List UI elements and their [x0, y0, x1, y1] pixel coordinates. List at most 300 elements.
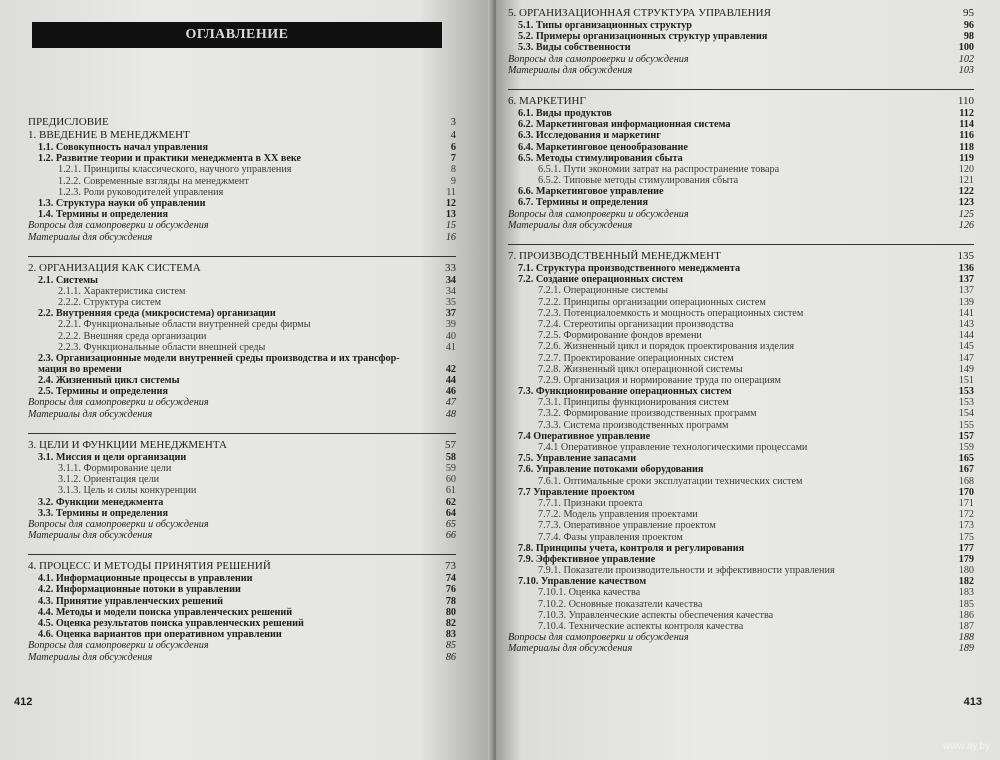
toc-entry-page: 62 — [445, 496, 456, 508]
toc-entry-page: 103 — [958, 64, 974, 76]
toc-entry — [508, 476, 974, 487]
toc-entry-title: 6.5.1. Пути экономии затрат на распространение товара — [538, 163, 780, 175]
toc-entry — [508, 464, 974, 475]
section-divider — [28, 550, 456, 560]
toc-entry-page: 46 — [445, 386, 456, 398]
toc-spacer — [28, 541, 456, 550]
page-number-right: 413 — [963, 696, 982, 708]
toc-entry-page: 182 — [958, 576, 974, 588]
toc-appendix-item — [28, 232, 456, 243]
toc-entry — [508, 520, 974, 531]
page-number-left: 412 — [14, 696, 33, 708]
toc-entry — [508, 565, 974, 576]
toc-entry-page: 168 — [958, 475, 974, 487]
toc-entry-page: 76 — [445, 584, 456, 596]
toc-entry-title: 6. МАРКЕТИНГ — [508, 94, 586, 107]
toc-chapter — [28, 262, 456, 275]
toc-entry-title: 2.2.1. Функциональные области внутренней среды фирмы — [58, 319, 311, 331]
toc-entry-title: 1.2.2. Современные взгляды на менеджмент — [58, 175, 249, 187]
toc-entry-title: 7.9. Эффективное управление — [518, 553, 656, 565]
toc-entry-title: 4.5. Оценка результатов поиска управленческих решений — [38, 618, 304, 629]
toc-entry-page: 118 — [959, 141, 974, 153]
toc-entry-page: 61 — [445, 485, 456, 497]
toc-entry — [508, 599, 974, 610]
toc-entry-page: 153 — [958, 386, 974, 398]
toc-entry — [28, 342, 456, 353]
toc-appendix-item — [28, 652, 456, 663]
toc-entry-title: 7.3.1. Принципы функционирования систем — [538, 397, 729, 409]
section-divider — [508, 85, 974, 95]
toc-entry-page: 41 — [445, 341, 456, 353]
toc-entry-title: 6.2. Маркетинговая информационная система — [518, 119, 731, 131]
toc-entry-page: 11 — [446, 186, 456, 198]
toc-entry-title: 7.2.8. Жизненный цикл операционной системы — [538, 363, 743, 375]
toc-entry-title: 7.7.4. Фазы управления проектом — [538, 531, 683, 543]
toc-entry-title: Вопросы для самопроверки и обсуждения — [28, 640, 209, 652]
toc-entry — [508, 420, 974, 431]
toc-entry-page: 4 — [450, 129, 456, 141]
toc-entry-page: 179 — [958, 553, 974, 565]
toc-entry-page: 147 — [958, 352, 974, 364]
toc-entry-page: 188 — [958, 632, 974, 644]
toc-entry — [508, 175, 974, 186]
toc-entry-title: ПРЕДИСЛОВИЕ — [28, 116, 109, 128]
toc-entry-page: 74 — [445, 573, 456, 585]
toc-entry-title: 2.1.1. Характеристика систем — [58, 285, 186, 297]
toc-entry-title: 1.1. Совокупность начал управления — [38, 142, 208, 153]
toc-entry — [508, 487, 974, 498]
toc-entry-title: 7.7.2. Модель управления проектами — [538, 509, 698, 521]
toc-entry-page: 40 — [445, 330, 456, 342]
toc-entry-title: 1.4. Термины и определения — [38, 209, 169, 221]
toc-entry-title: Вопросы для самопроверки и обсуждения — [28, 518, 209, 530]
toc-entry-page: 112 — [959, 107, 974, 119]
toc-entry — [508, 130, 974, 141]
toc-entry — [28, 573, 456, 584]
toc-entry-title: Вопросы для самопроверки и обсуждения — [508, 632, 689, 644]
toc-entry-title: 5.1. Типы организационных структур — [518, 20, 692, 31]
toc-entry-title: Вопросы для самопроверки и обсуждения — [28, 397, 209, 409]
toc-entry-page: 114 — [959, 119, 974, 131]
toc-appendix-item — [28, 530, 456, 541]
toc-entry-page: 33 — [445, 261, 456, 274]
toc-entry — [28, 386, 456, 397]
toc-entry — [28, 297, 456, 308]
toc-list-right — [508, 7, 974, 655]
toc-entry — [508, 353, 974, 364]
toc-entry — [508, 108, 974, 119]
toc-appendix-item — [508, 643, 974, 654]
toc-entry-title: 3.2. Функции менеджмента — [38, 496, 164, 508]
toc-entry-page: 170 — [958, 486, 974, 498]
toc-entry-page: 64 — [445, 507, 456, 519]
toc-entry-page: 171 — [958, 497, 974, 509]
toc-entry — [28, 308, 456, 319]
toc-entry-page: 15 — [445, 220, 456, 232]
toc-entry — [508, 297, 974, 308]
section-divider — [28, 252, 456, 262]
toc-entry-page: 86 — [445, 651, 456, 663]
toc-entry — [28, 353, 456, 375]
toc-entry — [508, 453, 974, 464]
toc-entry-page: 175 — [958, 531, 974, 543]
toc-entry-page: 13 — [445, 209, 456, 221]
toc-entry — [508, 554, 974, 565]
toc-entry-title: 7.2. Создание операционных систем — [518, 274, 684, 286]
toc-entry-title: 2.2. Внутренняя среда (микросистема) организации — [38, 308, 276, 320]
toc-entry-page: 44 — [445, 375, 456, 386]
toc-entry-title: Материалы для обсуждения — [28, 651, 153, 663]
toc-entry-page: 39 — [445, 319, 456, 331]
toc-entry-title: 7.7.1. Признаки проекта — [538, 497, 643, 509]
toc-entry-page: 167 — [958, 464, 974, 476]
toc-entry-page: 149 — [958, 363, 974, 375]
toc-entry-title: 7.3. Функционирование операционных систем — [518, 386, 732, 398]
toc-entry — [28, 375, 456, 386]
toc-entry-title: 2.1. Системы — [38, 274, 98, 286]
toc-entry — [28, 463, 456, 474]
toc-entry-title: 7.3.2. Формирование производственных программ — [538, 408, 757, 420]
toc-entry-title: 3.1. Миссия и цели организации — [38, 451, 187, 463]
toc-entry-page: 116 — [959, 130, 974, 142]
toc-entry-page: 187 — [958, 621, 974, 632]
toc-entry-page: 102 — [958, 53, 974, 65]
toc-appendix-item — [508, 632, 974, 643]
toc-entry — [508, 408, 974, 419]
toc-entry-title: 6.5.2. Типовые методы стимулирования сбыта — [538, 175, 739, 187]
toc-entry-title: 7.2.9. Организация и нормирование труда по операциям — [538, 374, 781, 386]
toc-entry — [508, 397, 974, 408]
toc-entry — [508, 119, 974, 130]
toc-entry-title: 3. ЦЕЛИ И ФУНКЦИИ МЕНЕДЖМЕНТА — [28, 438, 227, 451]
toc-entry — [508, 341, 974, 352]
toc-spacer — [28, 243, 456, 252]
toc-entry — [28, 584, 456, 595]
toc-entry-page: 173 — [958, 520, 974, 532]
toc-entry-title: 2.3. Организационные модели внутренней среды производства и их трансфор-мация во времени — [38, 353, 400, 375]
section-divider — [28, 429, 456, 439]
toc-entry-page: 180 — [958, 565, 974, 577]
toc-entry-title: 4.4. Методы и модели поиска управленческих решений — [38, 606, 293, 618]
toc-entry — [28, 485, 456, 496]
toc-entry-title: 5.3. Виды собственности — [518, 42, 631, 54]
toc-entry-page: 120 — [958, 163, 974, 175]
toc-entry-page: 59 — [445, 462, 456, 474]
toc-chapter — [508, 95, 974, 108]
toc-title: ОГЛАВЛЕНИЕ — [32, 22, 442, 48]
toc-entry — [28, 474, 456, 485]
toc-appendix-item — [508, 65, 974, 76]
toc-entry — [508, 186, 974, 197]
toc-entry-page: 144 — [958, 330, 974, 342]
toc-entry — [28, 198, 456, 209]
toc-entry-title: 1. ВВЕДЕНИЕ В МЕНЕДЖМЕНТ — [28, 129, 190, 141]
toc-entry-page: 135 — [957, 250, 974, 262]
toc-entry-title: 2.2.2. Внешняя среда организации — [58, 330, 207, 342]
toc-appendix-item — [508, 209, 974, 220]
toc-entry-page: 96 — [963, 20, 974, 31]
toc-entry — [508, 263, 974, 274]
toc-entry-title: 3.1.1. Формирование цели — [58, 462, 172, 474]
toc-entry — [508, 330, 974, 341]
toc-appendix-item — [28, 397, 456, 408]
toc-entry-title: 6.7. Термины и определения — [518, 197, 649, 209]
toc-entry — [508, 197, 974, 208]
toc-entry-page: 95 — [963, 7, 974, 19]
toc-entry-title: 7.2.3. Потенциалоемкость и мощность операционных систем — [538, 307, 804, 319]
toc-entry-page: 34 — [445, 274, 456, 286]
toc-entry-page: 37 — [445, 308, 456, 320]
toc-entry — [28, 142, 456, 153]
toc-appendix-item — [28, 409, 456, 420]
toc-list-left — [28, 116, 456, 663]
toc-entry-page: 42 — [445, 364, 456, 375]
toc-entry — [28, 153, 456, 164]
toc-entry-title: 7.10.1. Оценка качества — [538, 587, 641, 599]
toc-entry-page: 153 — [958, 397, 974, 409]
toc-entry-title: 3.1.2. Ориентация цели — [58, 474, 160, 486]
toc-entry-page: 100 — [958, 42, 974, 54]
toc-entry-page: 12 — [445, 197, 456, 209]
toc-entry — [508, 42, 974, 53]
toc-entry-page: 141 — [958, 307, 974, 319]
toc-entry — [28, 331, 456, 342]
toc-entry-page: 16 — [445, 231, 456, 243]
toc-entry-title: 4.6. Оценка вариантов при оперативном управлении — [38, 629, 282, 641]
toc-appendix-item — [28, 519, 456, 530]
toc-entry-page: 189 — [958, 643, 974, 655]
toc-entry-title: 2.5. Термины и определения — [38, 386, 169, 398]
toc-entry-title: Материалы для обсуждения — [508, 219, 633, 231]
toc-chapter — [28, 439, 456, 452]
toc-entry-page: 98 — [963, 31, 974, 43]
toc-entry-title: 4.3. Принятие управленческих решений — [38, 595, 224, 607]
toc-entry — [508, 31, 974, 42]
toc-entry-page: 66 — [445, 530, 456, 542]
toc-entry-page: 47 — [445, 397, 456, 409]
toc-entry-page: 34 — [445, 285, 456, 297]
toc-entry — [508, 285, 974, 296]
toc-entry-title: 5.2. Примеры организационных структур управления — [518, 31, 768, 43]
toc-entry — [28, 452, 456, 463]
toc-entry-title: 7.10.2. Основные показатели качества — [538, 598, 703, 610]
toc-entry — [508, 532, 974, 543]
toc-entry-title: 7.1. Структура производственного менеджмента — [518, 263, 741, 274]
toc-entry-title: 7.8. Принципы учета, контроля и регулирования — [518, 542, 745, 554]
toc-entry-title: 7.2.4. Стереотипы организации производства — [538, 318, 734, 330]
toc-entry-title: 7.2.5. Формирование фондов времени — [538, 330, 702, 342]
toc-entry — [508, 543, 974, 554]
toc-entry-page: 7 — [450, 153, 456, 165]
toc-entry-page: 8 — [450, 164, 456, 176]
toc-entry-title: 4.2. Информационные потоки в управлении — [38, 584, 241, 596]
toc-entry-title: 7.6. Управление потоками оборудования — [518, 464, 704, 476]
toc-entry-title: 7.7 Управление проектом — [518, 486, 635, 498]
toc-entry-title: Вопросы для самопроверки и обсуждения — [508, 208, 689, 220]
toc-entry — [508, 576, 974, 587]
toc-entry-page: 186 — [958, 609, 974, 621]
toc-spacer — [508, 231, 974, 240]
toc-entry-page: 165 — [958, 453, 974, 465]
toc-entry-title: 4. ПРОЦЕСС И МЕТОДЫ ПРИНЯТИЯ РЕШЕНИЙ — [28, 560, 271, 573]
toc-entry-title: 7.10. Управление качеством — [518, 576, 647, 588]
toc-entry-page: 125 — [958, 208, 974, 220]
toc-entry-page: 78 — [445, 595, 456, 607]
toc-entry — [28, 629, 456, 640]
toc-entry-title: 3.1.3. Цель и силы конкуренции — [58, 485, 197, 497]
toc-entry-title: 7.4 Оперативное управление — [518, 430, 651, 442]
toc-entry-title: 7.4.1 Оперативное управление технологическими процессами — [538, 442, 808, 453]
toc-entry — [28, 508, 456, 519]
toc-entry-title: Материалы для обсуждения — [28, 231, 153, 243]
toc-entry-title: 7.10.4. Технические аспекты контроля качества — [538, 621, 744, 632]
toc-entry-title: Материалы для обсуждения — [28, 530, 153, 542]
toc-spacer — [508, 76, 974, 85]
toc-entry-page: 35 — [445, 297, 456, 309]
toc-entry-page: 9 — [450, 175, 456, 187]
toc-entry-page: 137 — [958, 274, 974, 286]
toc-entry-title: 7.9.1. Показатели производительности и эффективности управления — [538, 565, 835, 577]
toc-appendix-item — [508, 220, 974, 231]
toc-appendix-item — [508, 54, 974, 65]
toc-entry-page: 73 — [445, 560, 456, 573]
toc-entry — [28, 164, 456, 175]
toc-entry-page: 185 — [958, 598, 974, 610]
toc-entry-page: 123 — [958, 197, 974, 209]
toc-entry — [508, 587, 974, 598]
toc-entry-title: 7.2.7. Проектирование операционных систем — [538, 352, 734, 364]
toc-entry-page: 57 — [445, 438, 456, 451]
toc-entry — [28, 607, 456, 618]
toc-entry — [508, 20, 974, 31]
toc-entry — [508, 621, 974, 632]
toc-entry-title: 2.4. Жизненный цикл системы — [38, 375, 180, 386]
toc-entry-page: 83 — [445, 629, 456, 641]
toc-entry-page: 121 — [958, 175, 974, 187]
toc-spacer — [28, 420, 456, 429]
toc-entry-title: 7.7.3. Оперативное управление проектом — [538, 520, 716, 532]
toc-entry-title: 1.2.1. Принципы классического, научного управления — [58, 164, 292, 176]
toc-entry — [508, 164, 974, 175]
toc-entry-page: 80 — [445, 606, 456, 618]
toc-entry-page: 85 — [445, 640, 456, 652]
toc-entry-title: 7.2.2. Принципы организации операционных систем — [538, 296, 766, 308]
toc-entry-page: 58 — [445, 451, 456, 463]
watermark: www.ay.by — [942, 741, 990, 752]
toc-entry-title: Вопросы для самопроверки и обсуждения — [508, 53, 689, 65]
toc-entry — [508, 375, 974, 386]
right-page — [496, 0, 1000, 760]
toc-chapter — [28, 129, 456, 142]
toc-entry — [508, 153, 974, 164]
toc-entry — [508, 364, 974, 375]
toc-entry — [508, 610, 974, 621]
toc-entry — [28, 618, 456, 629]
toc-entry-page: 119 — [959, 152, 974, 164]
toc-chapter — [28, 116, 456, 129]
toc-entry-title: 6.6. Маркетинговое управление — [518, 186, 664, 198]
toc-entry-page: 3 — [450, 116, 456, 128]
toc-entry-title: 1.3. Структура науки об управлении — [38, 197, 206, 209]
toc-entry-title: 6.3. Исследования и маркетинг — [518, 130, 661, 142]
toc-entry-page: 139 — [958, 296, 974, 308]
toc-entry — [508, 386, 974, 397]
toc-entry-title: 6.4. Маркетинговое ценообразование — [518, 141, 688, 153]
toc-entry-page: 145 — [958, 341, 974, 353]
toc-entry — [28, 187, 456, 198]
toc-entry-page: 126 — [958, 219, 974, 231]
toc-entry — [508, 319, 974, 330]
toc-entry — [508, 442, 974, 453]
toc-entry-title: 6.1. Виды продуктов — [518, 107, 612, 119]
toc-chapter — [28, 560, 456, 573]
toc-entry-page: 155 — [958, 419, 974, 431]
toc-entry — [28, 176, 456, 187]
toc-entry-title: 7.10.3. Управленческие аспекты обеспечения качества — [538, 609, 774, 621]
toc-entry-title: 4.1. Информационные процессы в управлении — [38, 573, 253, 585]
toc-entry-title: 2. ОРГАНИЗАЦИЯ КАК СИСТЕМА — [28, 261, 201, 274]
toc-entry-title: Материалы для обсуждения — [508, 643, 633, 655]
toc-entry-page: 159 — [958, 442, 974, 453]
section-divider — [508, 240, 974, 250]
toc-entry-page: 122 — [958, 186, 974, 198]
toc-entry-page: 60 — [445, 474, 456, 486]
toc-entry-page: 143 — [958, 318, 974, 330]
toc-entry-page: 151 — [958, 374, 974, 386]
toc-entry — [508, 431, 974, 442]
toc-entry — [508, 274, 974, 285]
toc-entry — [28, 275, 456, 286]
toc-entry — [28, 286, 456, 297]
toc-chapter — [508, 7, 974, 20]
toc-entry-page: 137 — [958, 285, 974, 297]
toc-entry-title: 7.6.1. Оптимальные сроки эксплуатации технических систем — [538, 475, 803, 487]
toc-entry-page: 172 — [958, 509, 974, 521]
toc-entry-page: 82 — [445, 618, 456, 629]
toc-entry-title: 7.2.1. Операционные системы — [538, 285, 668, 297]
toc-entry-title: 2.2.3. Функциональные области внешней среды — [58, 341, 266, 353]
toc-entry-page: 136 — [958, 263, 974, 274]
toc-appendix-item — [28, 220, 456, 231]
toc-entry — [508, 509, 974, 520]
toc-entry-page: 157 — [958, 430, 974, 442]
toc-entry-title: 7. ПРОИЗВОДСТВЕННЫЙ МЕНЕДЖМЕНТ — [508, 250, 721, 262]
toc-entry — [28, 209, 456, 220]
toc-entry — [508, 142, 974, 153]
toc-entry — [508, 498, 974, 509]
toc-entry-page: 183 — [958, 587, 974, 599]
toc-entry-page: 177 — [958, 542, 974, 554]
toc-entry-page: 110 — [957, 94, 974, 107]
toc-entry-title: Вопросы для самопроверки и обсуждения — [28, 220, 209, 232]
toc-entry-page: 48 — [445, 408, 456, 420]
toc-entry — [28, 319, 456, 330]
toc-entry-page: 6 — [450, 142, 456, 153]
toc-entry-title: 1.2.3. Роли руководителей управления — [58, 186, 224, 198]
toc-chapter — [508, 250, 974, 263]
toc-entry-title: Материалы для обсуждения — [28, 408, 153, 420]
toc-entry-title: 7.2.6. Жизненный цикл и порядок проектирования изделия — [538, 341, 795, 353]
toc-entry — [28, 497, 456, 508]
toc-entry-title: 5. ОРГАНИЗАЦИОННАЯ СТРУКТУРА УПРАВЛЕНИЯ — [508, 7, 771, 19]
toc-entry-title: 2.2.2. Структура систем — [58, 297, 162, 309]
toc-entry — [28, 596, 456, 607]
left-page — [0, 0, 493, 760]
toc-entry-title: 7.5. Управление запасами — [518, 453, 637, 465]
toc-entry-page: 65 — [445, 518, 456, 530]
toc-entry-title: Материалы для обсуждения — [508, 64, 633, 76]
toc-entry — [508, 308, 974, 319]
